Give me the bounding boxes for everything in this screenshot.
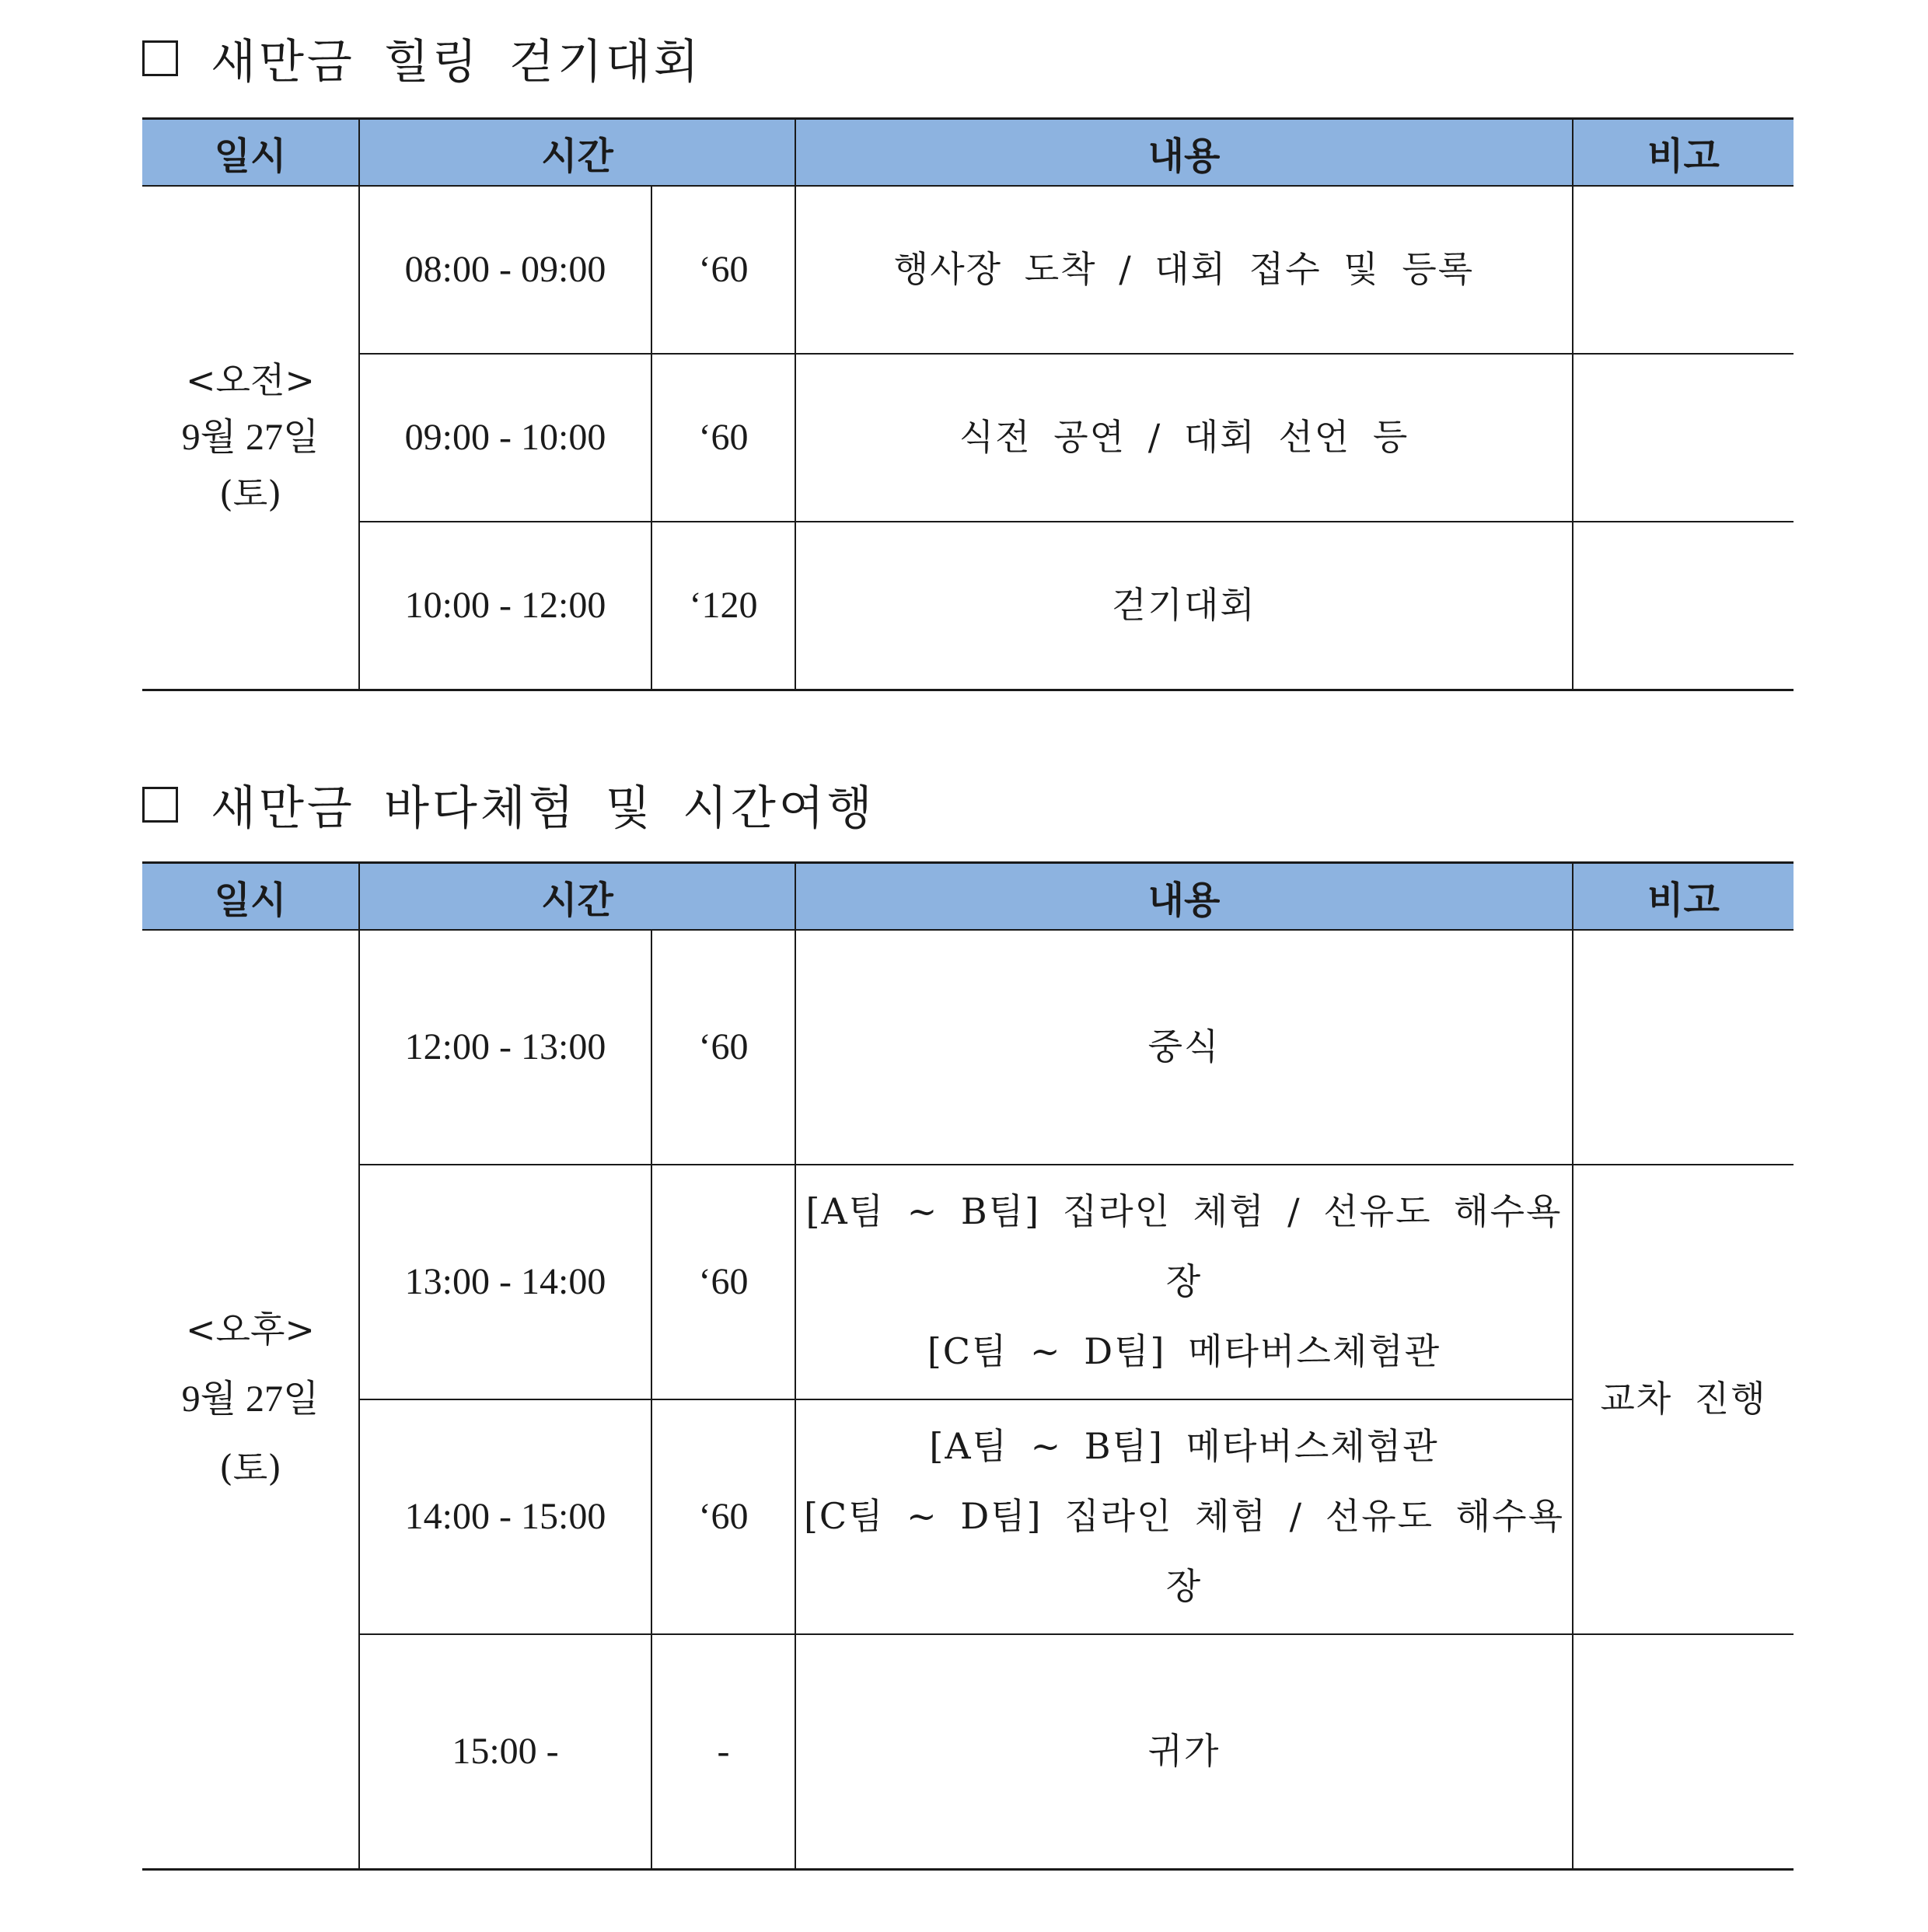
activity-line-team-cd: [C팀 ~ D팀] 메타버스체험관 [927,1329,1441,1372]
section-title-sea-experience [142,770,875,840]
header-date: 일시 [142,119,359,187]
table-row [142,930,1794,1165]
header-time: 시간 [359,119,795,187]
note-cell [1573,1634,1794,1869]
note-cell [1573,522,1794,690]
table-row [142,186,1794,354]
duration: ‘60 [651,1165,795,1399]
date-cell-afternoon [142,930,359,1869]
activity-line-team-ab: [A팀 ~ B팀] 메타버스체험관 [929,1425,1439,1468]
date-period: <오후> [186,1308,315,1350]
header-note: 비고 [1573,119,1794,187]
activity-content [795,1399,1573,1634]
activity-content: 행사장 도착 / 대회 접수 및 등록 [795,186,1573,354]
header-date: 일시 [142,863,359,931]
header-time: 시간 [359,863,795,931]
date-weekday: (토) [218,1447,282,1490]
time-range: 14:00 - 15:00 [359,1399,651,1634]
time-range: 13:00 - 14:00 [359,1165,651,1399]
header-content: 내용 [795,119,1573,187]
table-row [142,1634,1794,1869]
table-row [142,522,1794,690]
duration: ‘60 [651,930,795,1165]
header-content: 내용 [795,863,1573,931]
duration: ‘60 [651,186,795,354]
header-note: 비고 [1573,863,1794,931]
activity-content: 걷기대회 [795,522,1573,690]
table-header-row [142,119,1794,187]
table-row [142,1165,1794,1399]
date-day: 9월 27일 [181,1378,320,1420]
note-cell [1573,186,1794,354]
schedule-table-walk [142,117,1794,691]
time-range: 09:00 - 10:00 [359,354,651,522]
time-range: 12:00 - 13:00 [359,930,651,1165]
table-header-row [142,863,1794,931]
section-title-text: 새만금 힐링 걷기대회 [211,35,702,89]
activity-content [795,930,1573,1165]
time-range: 15:00 - [359,1634,651,1869]
section-title-text: 새만금 바다체험 및 시간여행 [211,781,875,836]
duration: - [651,1634,795,1869]
duration: ‘60 [651,354,795,522]
note-cell [1573,930,1794,1165]
checkbox-square-icon [142,787,178,823]
date-day: 9월 27일 [181,416,320,458]
checkbox-square-icon [142,40,178,76]
time-range: 10:00 - 12:00 [359,522,651,690]
activity-line-team-ab: [A팀 ~ B팀] 집라인 체험 / 선유도 해수욕장 [805,1190,1563,1303]
activity-line-team-cd: [C팀 ~ D팀] 집라인 체험 / 선유도 해수욕장 [803,1495,1565,1607]
duration: ‘60 [651,1399,795,1634]
activity-content: 식전 공연 / 대회 선언 등 [795,354,1573,522]
schedule-table-sea [142,861,1794,1871]
date-cell-morning [142,186,359,690]
rotation-note: 교차 진행 [1573,1165,1794,1634]
activity-line: 귀가 [1147,1730,1221,1773]
section-title-healing-walk [142,23,702,93]
activity-content [795,1165,1573,1399]
table-row [142,1399,1794,1634]
note-cell [1573,354,1794,522]
activity-content [795,1634,1573,1869]
table-row [142,354,1794,522]
date-period: <오전> [186,359,315,402]
duration: ‘120 [651,522,795,690]
time-range: 08:00 - 09:00 [359,186,651,354]
activity-line: 중식 [1147,1025,1221,1068]
date-weekday: (토) [218,472,282,515]
